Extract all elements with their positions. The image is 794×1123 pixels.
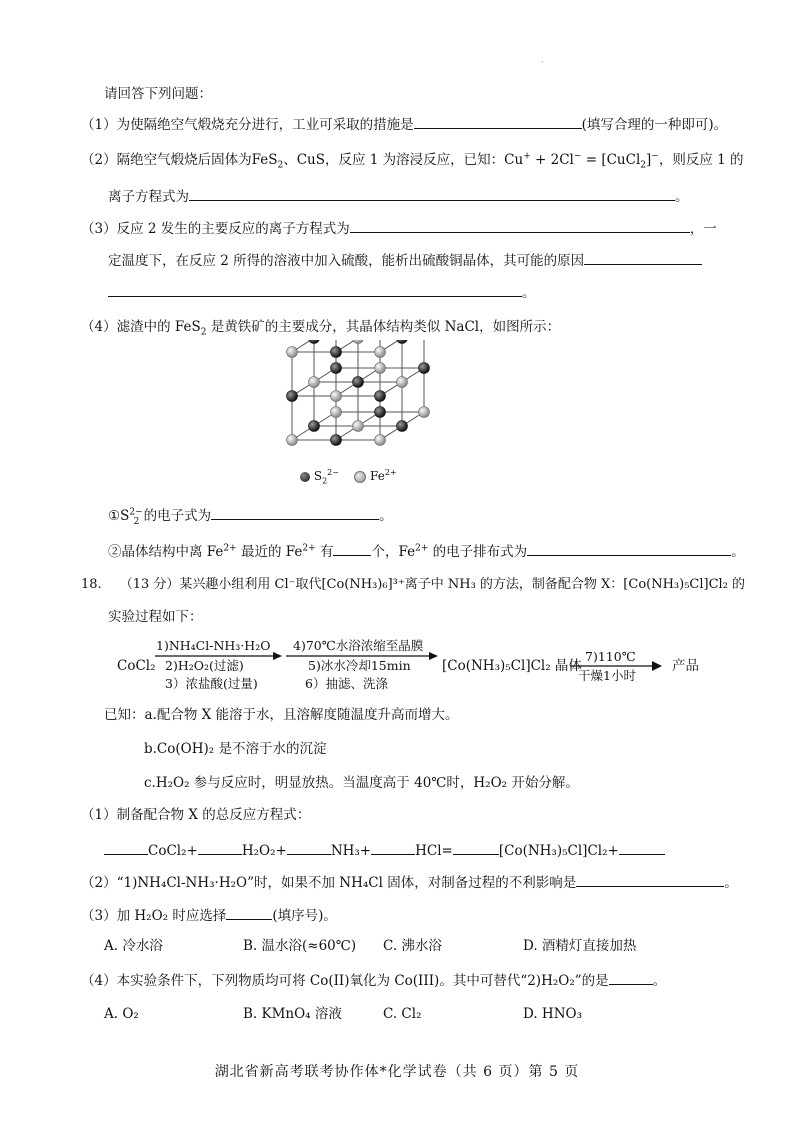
question-4-1: $①S^{2-}_2$ 的电子式为 。 [108,505,393,526]
question-3: （3）反应 2 发生的主要反应的离子方程式为 ，一 [81,218,717,239]
known-b: b.Co(OH)₂ 是不溶于水的沉淀 [144,741,327,757]
option-a[interactable]: A. O₂ [104,1006,139,1022]
page-footer: 湖北省新高考联考协作体*化学试卷（共 6 页）第 5 页 [214,1064,580,1080]
coefficient-blank[interactable] [104,840,148,855]
answer-blank[interactable] [576,872,724,887]
question-18-line2: 实验过程如下： [108,609,203,625]
question-1: （1）为使隔绝空气煅烧充分进行，工业可采取的措施是 (填写合理的一种即可)。 [81,114,727,135]
known-a: 已知：a.配合物 X 能溶于水，且溶解度随温度升高而增大。 [104,707,459,723]
answer-blank[interactable] [226,905,272,920]
flow-end: 产品 [672,658,699,674]
flow-start: CoCl₂ [117,658,156,674]
question-2-line2: 离子方程式为 。 [108,186,689,207]
flow-step-1: 1)NH₄Cl-NH₃·H₂O [156,638,271,653]
part-3: （3）加 H₂O₂ 时应选择 (填序号)。 [81,905,337,926]
question-18: 18. （13 分）某兴趣小组利用 Cl⁻取代[Co(NH₃)₆]³⁺离子中 NH₃ 的方法，制备配合物 X：[Co(NH₃)₅Cl]Cl₂ 的 [81,577,746,592]
scan-dot: · [541,58,544,67]
flow-step-6: 6）抽滤、洗涤 [305,676,388,691]
flow-step-3: 3）浓盐酸(过量) [165,676,258,691]
intro-text: 请回答下列问题： [104,86,212,102]
known-c: c.H₂O₂ 参与反应时，明显放热。当温度高于 40℃时，H₂O₂ 开始分解。 [144,775,579,791]
part-1: （1）制备配合物 X 的总反应方程式： [81,807,311,823]
option-b[interactable]: B. 温水浴(≈60℃) [243,938,357,954]
flow-intermediate: [Co(NH₃)₅Cl]Cl₂ 晶体 [442,658,582,674]
product-blank[interactable] [619,840,665,855]
option-c[interactable]: C. Cl₂ [383,1006,422,1022]
part-2: （2）“1)NH₄Cl-NH₃·H₂O”时，如果不加 NH₄Cl 固体，对制备过程的不利影响是 。 [81,872,738,893]
coefficient-blank[interactable] [287,840,331,855]
question-2: （2）隔绝空气煅烧后固体为FeS$_2$、CuS，反应 1 为溶浸反应，已知：Cu+ + 2Cl− = [CuCl$_2$]−，则反应 1 的 [81,151,744,171]
option-c[interactable]: C. 沸水浴 [383,938,442,954]
question-3-line2: 定温度下，在反应 2 所得的溶液中加入硫酸，能析出硫酸铜晶体，其可能的原因 [108,250,702,271]
option-d[interactable]: D. HNO₃ [523,1006,582,1022]
coefficient-blank[interactable] [453,840,499,855]
question-4: （4）滤渣中的 FeS$_2$ 是黄铁矿的主要成分，其晶体结构类似 NaCl，如图所示： [81,319,561,338]
flow-step-2: 2)H₂O₂(过滤) [165,658,244,673]
question-4-2: ②晶体结构中离 $Fe^{2+}$ 最近的 $Fe^{2+}$ 有 个，$Fe^{2+}$ 的电子排布式为 。 [108,541,745,562]
option-d[interactable]: D. 酒精灯直接加热 [523,938,637,954]
flow-step-7: 7)110℃ [585,649,636,664]
part-4: （4）本实验条件下，下列物质均可将 Co(II)氧化为 Co(III)。其中可替代“2)H₂O₂”的是 。 [81,970,666,991]
coefficient-blank[interactable] [371,840,415,855]
option-b[interactable]: B. KMnO₄ 溶液 [243,1006,342,1022]
option-a[interactable]: A. 冷水浴 [104,938,163,954]
question-3-line3: 。 [108,282,536,303]
flow-step-8: 干燥1小时 [578,668,636,683]
figure-legend: $S_2^{2-}$ $Fe^{2+}$ [300,466,397,486]
answer-blank[interactable] [609,970,653,985]
equation: CoCl₂+ H₂O₂+ NH₃+ HCl= [Co(NH₃)₅Cl]Cl₂+ [104,840,665,861]
flow-step-5: 5)冰水冷却15min [308,658,411,673]
flow-step-4: 4)70℃水浴浓缩至晶膜 [293,638,424,653]
coefficient-blank[interactable] [198,840,242,855]
